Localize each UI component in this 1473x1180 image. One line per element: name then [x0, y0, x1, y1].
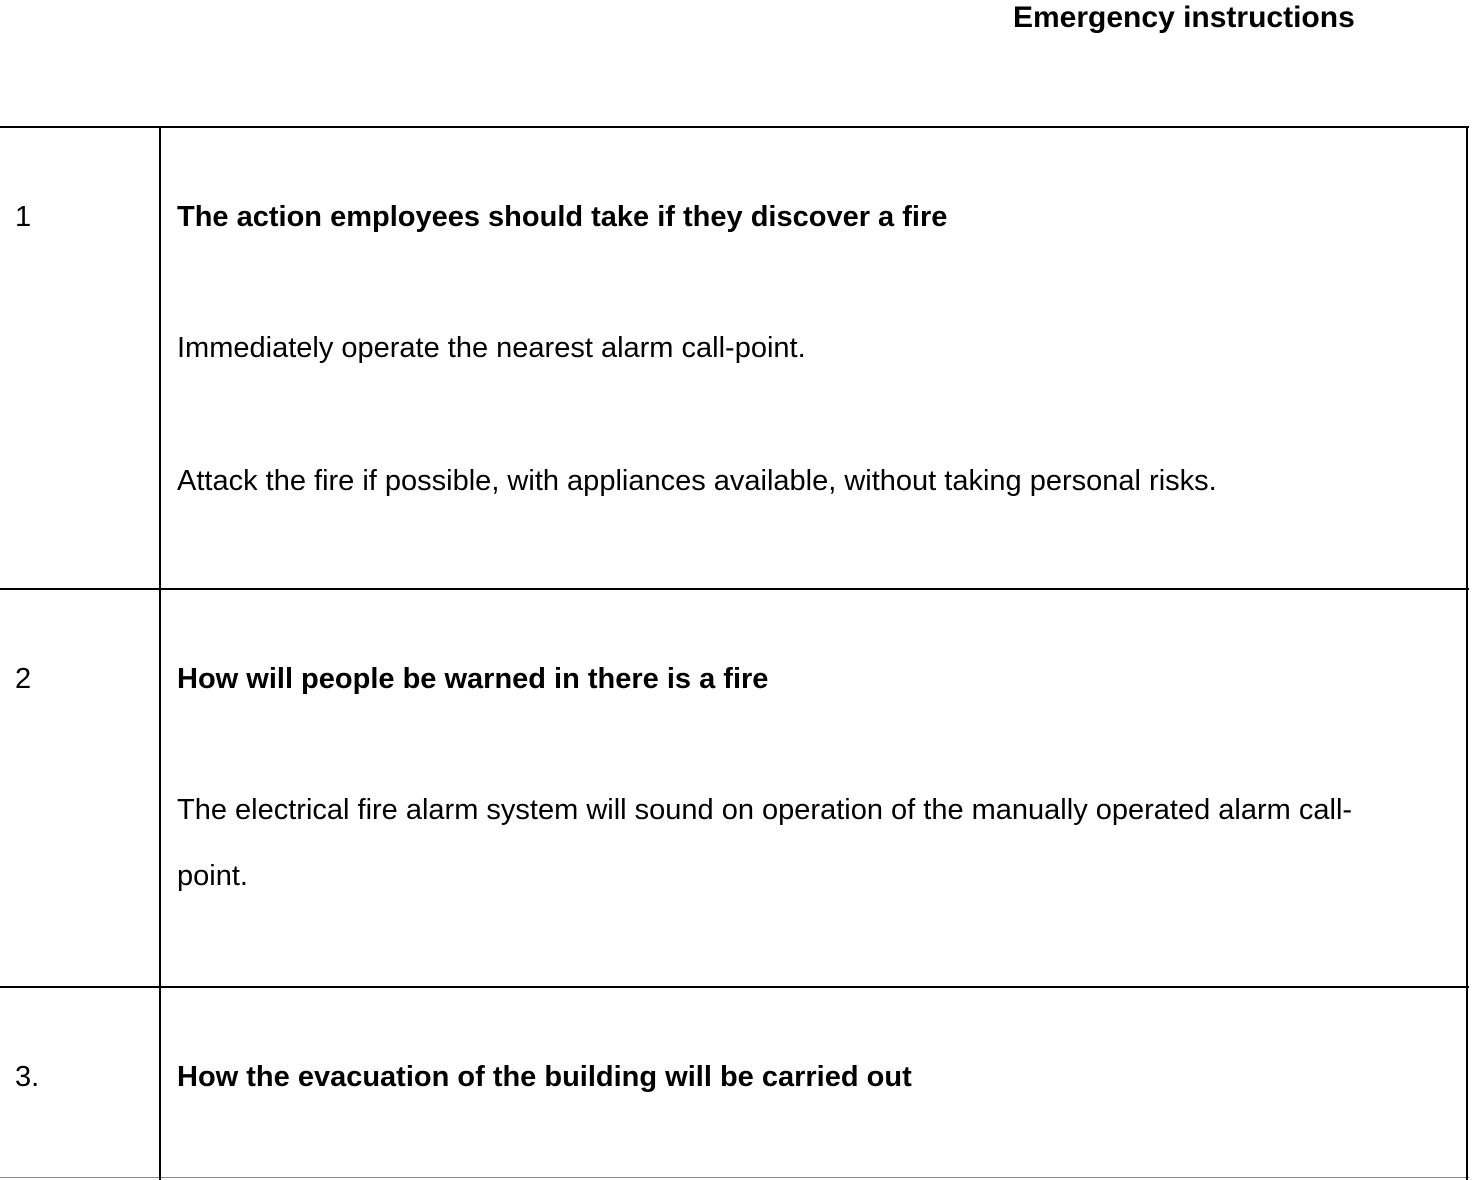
table-border-bottom — [0, 1177, 1469, 1178]
section-2-paragraph-1: The electrical fire alarm system will sound on operation of the manually operated alarm call-point. — [177, 794, 1353, 892]
section-1-paragraph-1: Immediately operate the nearest alarm call-point. — [177, 332, 806, 364]
section-1-paragraph-2: Attack the fire if possible, with appliances available, without taking personal risks. — [177, 465, 1217, 497]
row-divider-2 — [0, 986, 1469, 988]
table-border-right — [1466, 126, 1468, 1180]
table-border-top — [0, 126, 1469, 128]
instructions-table — [0, 126, 1469, 1180]
section-number-3: 3. — [15, 1061, 40, 1093]
section-heading-2: How will people be warned in there is a fire — [177, 663, 769, 695]
section-heading-1: The action employees should take if they discover a fire — [177, 201, 948, 233]
row-divider-1 — [0, 588, 1469, 590]
column-divider — [159, 126, 161, 1180]
section-number-1: 1 — [15, 201, 32, 233]
document-title: Emergency instructions — [1013, 1, 1355, 34]
section-number-2: 2 — [15, 663, 32, 695]
section-heading-3: How the evacuation of the building will be carried out — [177, 1061, 912, 1093]
